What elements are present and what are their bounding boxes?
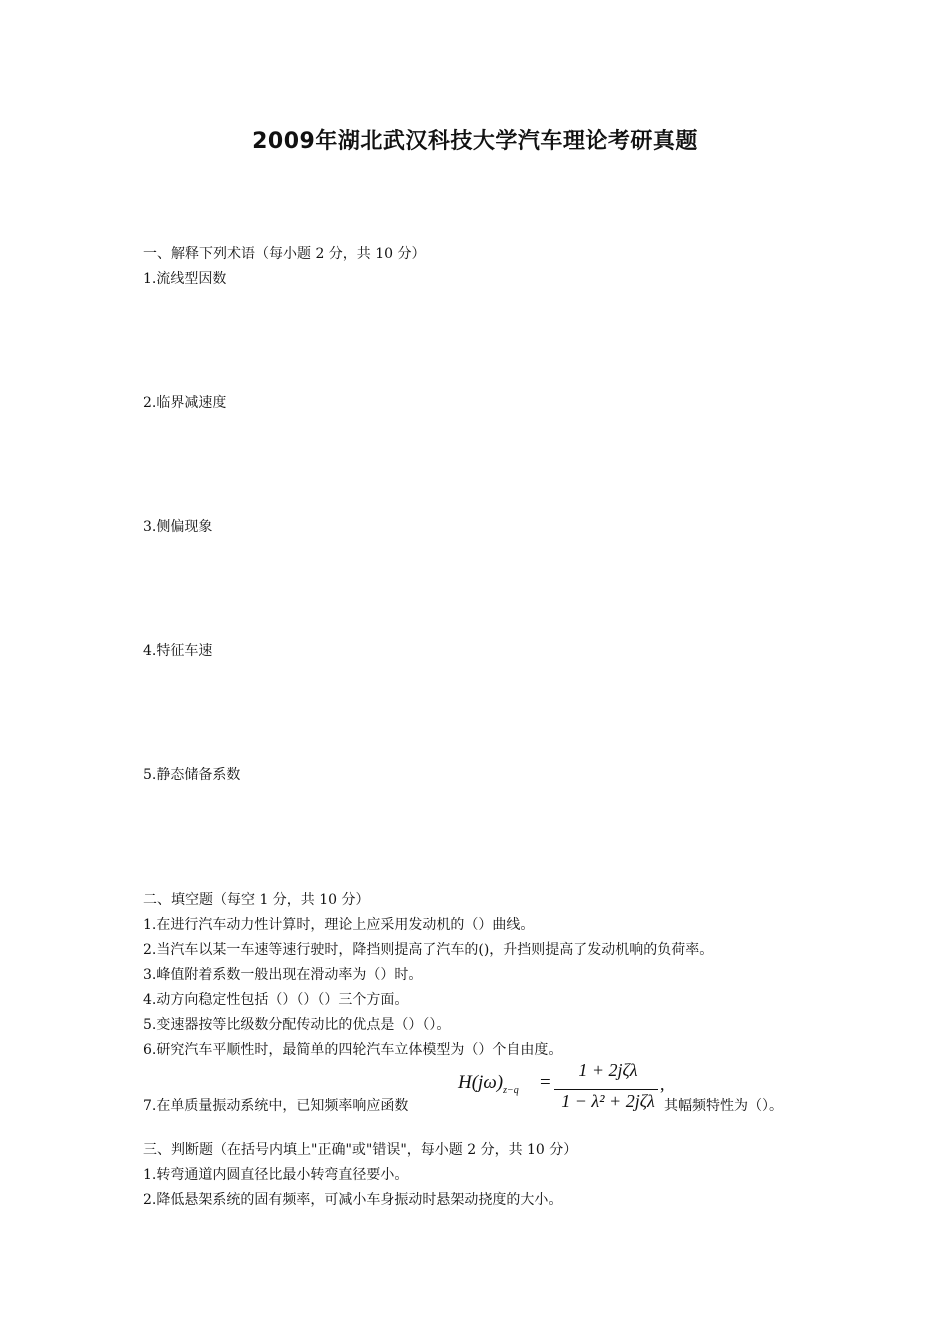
fill-item-7-prefix: 7.在单质量振动系统中，已知频率响应函数 [143,1098,409,1114]
fill-item-6: 6.研究汽车平顺性时，最简单的四轮汽车立体模型为（）个自由度。 [143,1042,563,1058]
term-item-2: 2.临界减速度 [143,395,227,411]
fraction-bar [554,1089,658,1090]
section1-heading: 一、解释下列术语（每小题 2 分，共 10 分） [143,246,426,262]
fill-item-5: 5.变速器按等比级数分配传动比的优点是（）（）。 [143,1017,451,1033]
fill-item-7-suffix: 其幅频特性为（）。 [664,1098,783,1114]
formula-numerator: 1 + 2jζλ [578,1060,638,1080]
section3-heading: 三、判断题（在括号内填上"正确"或"错误"，每小题 2 分，共 10 分） [143,1142,578,1158]
page-title: 2009年湖北武汉科技大学汽车理论考研真题 [252,129,698,154]
frequency-response-formula [458,1060,668,1118]
term-item-4: 4.特征车速 [143,643,213,659]
term-item-5: 5.静态储备系数 [143,767,241,783]
fill-item-2: 2.当汽车以某一车速等速行驶时，降挡则提高了汽车的()，升挡则提高了发动机响的负荷率。 [143,942,714,958]
section2-heading: 二、填空题（每空 1 分，共 10 分） [143,892,370,908]
formula-equals: = [540,1072,551,1093]
formula-comma: , [660,1074,665,1094]
formula-lhs: $H(j\omega)_{z-q}$ [458,1072,519,1096]
fill-item-4: 4.动方向稳定性包括（）（）（）三个方面。 [143,992,409,1008]
formula-denominator: 1 − λ² + 2jζλ [561,1091,655,1111]
judge-item-2: 2.降低悬架系统的固有频率，可减小车身振动时悬架动挠度的大小。 [143,1192,563,1208]
fill-item-3: 3.峰值附着系数一般出现在滑动率为（）时。 [143,967,423,983]
term-item-1: 1.流线型因数 [143,271,227,287]
fill-item-1: 1.在进行汽车动力性计算时，理论上应采用发动机的（）曲线。 [143,917,535,933]
term-item-3: 3.侧偏现象 [143,519,213,535]
judge-item-1: 1.转弯通道内圆直径比最小转弯直径要小。 [143,1167,409,1183]
